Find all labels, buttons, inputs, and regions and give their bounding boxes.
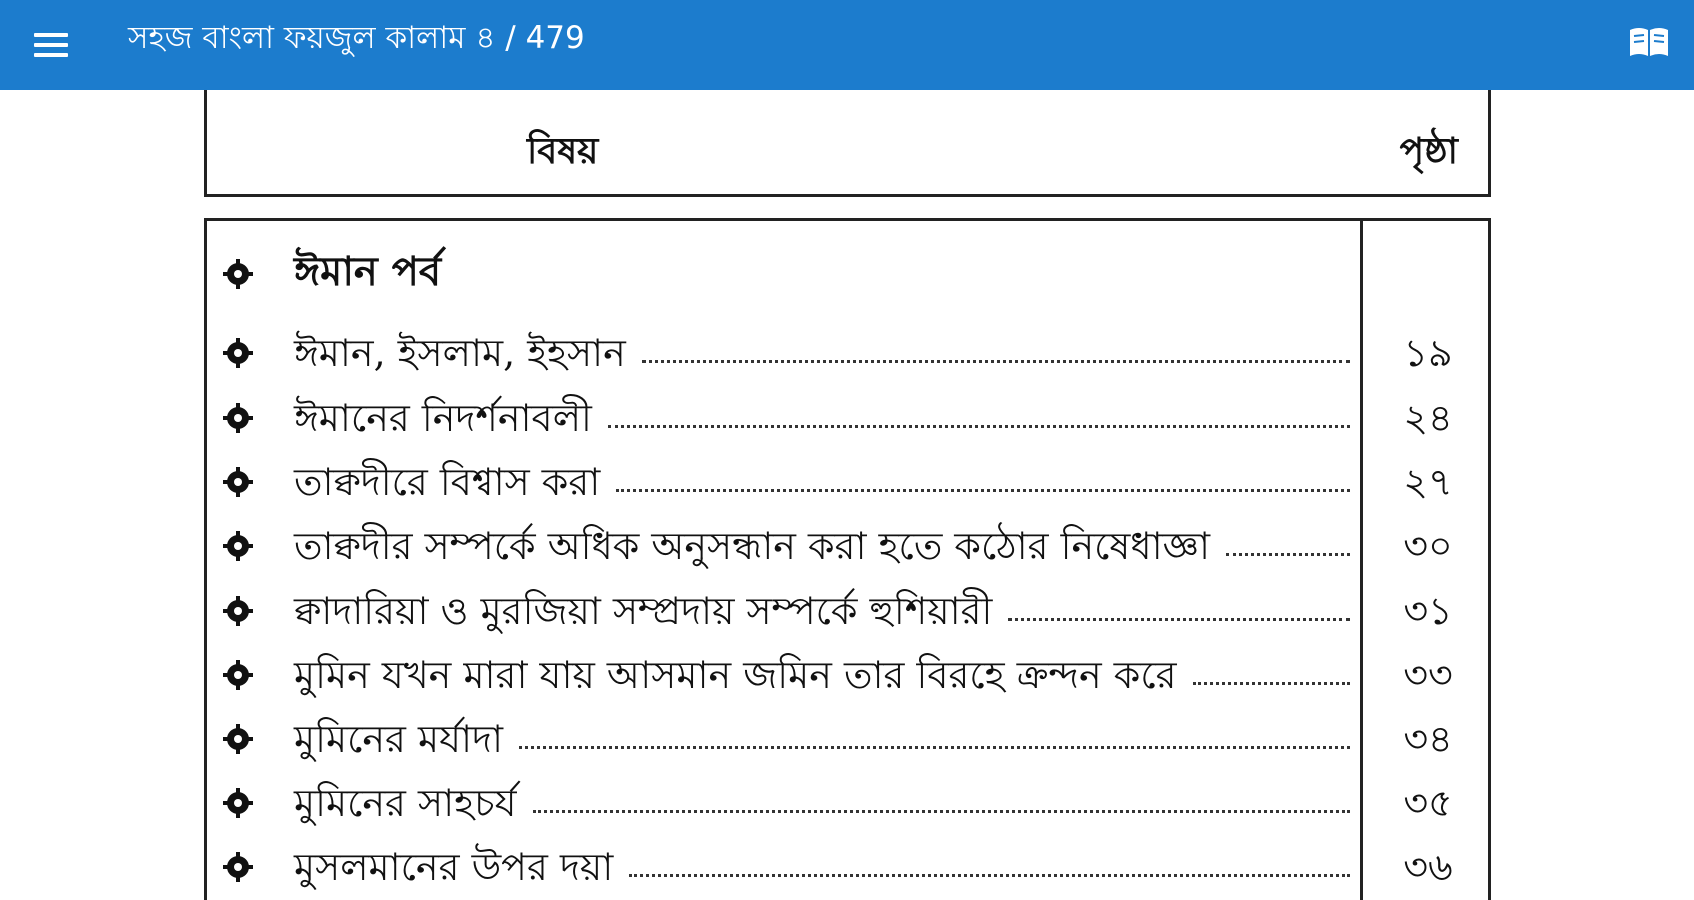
toc-entry[interactable] [294, 390, 1356, 446]
dotted-leader [1008, 618, 1350, 621]
toc-entry-page: ১৯ [1403, 331, 1453, 375]
toc-entry[interactable] [294, 647, 1356, 703]
gear-bullet-icon [222, 723, 254, 755]
menu-icon-bar [34, 53, 68, 57]
toc-header-page: পৃষ্ঠা [1399, 130, 1458, 172]
gear-bullet-icon [222, 402, 254, 434]
toc-header [204, 90, 1491, 197]
gear-bullet-icon [222, 530, 254, 562]
toc-entry-title: ক্বাদারিয়া ও মুরজিয়া সম্প্রদায় সম্পর্কে হুশিয়ারী [294, 589, 993, 633]
toc-entry[interactable] [294, 839, 1356, 895]
toc-entry-page: ৩৬ [1403, 845, 1453, 889]
gear-bullet-icon [222, 595, 254, 627]
dotted-leader [1226, 553, 1350, 556]
page-title: সহজ বাংলা ফয়জুল কালাম ৪ / 479 [128, 20, 585, 56]
dotted-leader [608, 425, 1350, 428]
book-page [0, 90, 1694, 900]
dotted-leader [1193, 682, 1351, 685]
toc-entry-title: মুমিনের সাহচর্য [294, 781, 517, 825]
gear-bullet-icon [222, 851, 254, 883]
toc-entry-title: মুমিনের মর্যাদা [294, 717, 503, 761]
gear-bullet-icon [222, 337, 254, 369]
gear-bullet-icon [222, 466, 254, 498]
app-bar [0, 0, 1694, 90]
column-divider [1360, 218, 1363, 900]
toc-entry-page: ২৭ [1403, 460, 1453, 504]
toc-entry-page: ৩১ [1403, 589, 1453, 633]
toc-entry[interactable] [294, 518, 1356, 574]
toc-entry-page: ২৪ [1403, 396, 1453, 440]
menu-icon-bar [34, 43, 68, 47]
gear-bullet-icon [222, 258, 254, 290]
toc-entry-page: ৩৩ [1403, 653, 1453, 697]
dotted-leader [616, 489, 1350, 492]
toc-entry-page: ৩৫ [1403, 781, 1453, 825]
toc-header-subject: বিষয় [527, 130, 599, 172]
toc-entry-page: ৩০ [1403, 524, 1453, 568]
dotted-leader [642, 360, 1350, 363]
toc-entry-title: তাক্বদীর সম্পর্কে অধিক অনুসন্ধান করা হতে কঠোর নিষেধাজ্ঞা [294, 524, 1211, 568]
menu-icon[interactable] [28, 22, 74, 68]
toc-entry-title: ঈমানের নিদর্শনাবলী [294, 396, 592, 440]
dotted-leader [519, 746, 1350, 749]
toc-entry-title: ঈমান, ইসলাম, ইহসান [294, 331, 626, 375]
dotted-leader [533, 810, 1351, 813]
toc-entry[interactable] [294, 325, 1356, 381]
dotted-leader [629, 874, 1350, 877]
toc-entry-title: মুমিন যখন মারা যায় আসমান জমিন তার বিরহে ক্রন্দন করে [294, 653, 1177, 697]
toc-entry[interactable] [294, 775, 1356, 831]
book-icon[interactable] [1628, 24, 1670, 60]
toc-entry-title: তাক্বদীরে বিশ্বাস করা [294, 460, 601, 504]
section-heading: ঈমান পর্ব [294, 248, 442, 295]
toc-entry[interactable] [294, 711, 1356, 767]
toc-entry-page: ৩৪ [1403, 717, 1453, 761]
menu-icon-bar [34, 33, 68, 37]
gear-bullet-icon [222, 787, 254, 819]
toc-entry-title: মুসলমানের উপর দয়া [294, 845, 614, 889]
gear-bullet-icon [222, 659, 254, 691]
toc-entry[interactable] [294, 454, 1356, 510]
toc-entry[interactable] [294, 583, 1356, 639]
